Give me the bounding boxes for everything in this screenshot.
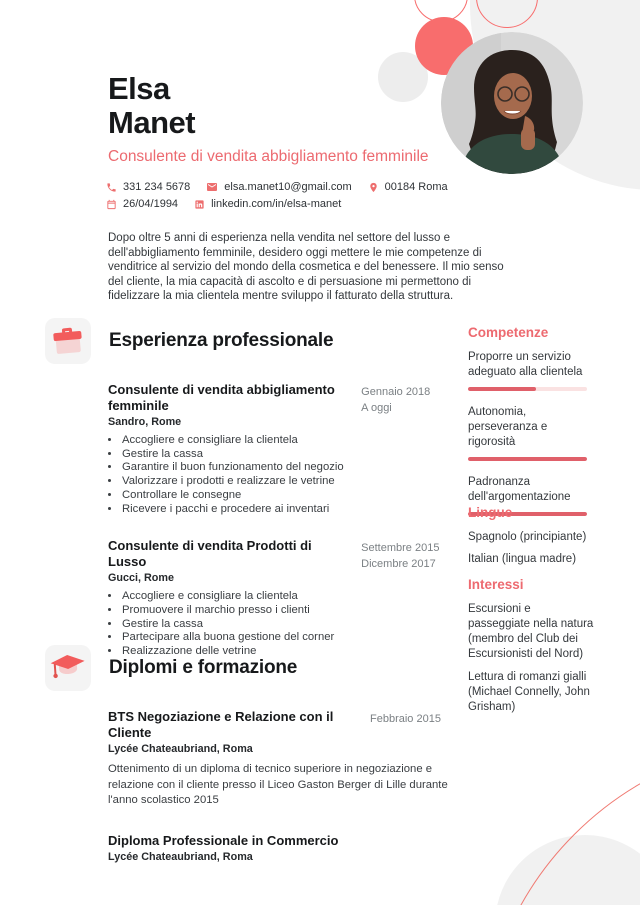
contact-location-text: 00184 Roma <box>384 181 448 193</box>
calendar-icon <box>106 199 117 210</box>
first-name: Elsa <box>108 71 170 106</box>
list-item: • Partecipare alla buona gestione del corner <box>121 631 349 645</box>
job-entry-company: Gucci, Rome <box>108 572 174 585</box>
phone-icon <box>106 182 117 193</box>
list-item: • Promuovere il marchio presso i clienti <box>121 604 349 618</box>
skill-item <box>468 405 594 461</box>
profile-photo <box>441 32 583 174</box>
education-entry <box>108 833 448 863</box>
education-entry-dates <box>370 709 448 809</box>
section-title-education: Diplomi e formazione <box>109 657 298 678</box>
job-entry-title: Consulente di vendita abbigliamento femminile <box>108 382 335 413</box>
list-item: • Gestire la cassa <box>121 618 349 632</box>
profile-summary: Dopo oltre 5 anni di esperienza nella vendita nel settore del lusso e dell'abbigliamento femminile, desidero oggi mettere le mie competenze di venditrice al servizio del mondo della cosmetica e del benessere. Il mio senso del cliente, la mia capacità di ascolto e di persuasione mi permettono di fidelizzare la mia clientela mentre sviluppo il fatturato della struttura. <box>108 232 504 302</box>
education-entry <box>108 709 448 809</box>
education-entry-school: Lycée Chateaubriand, Roma <box>108 850 253 863</box>
list-item: • Accogliere e consigliare la clientela <box>121 434 349 448</box>
skill-label: Padronanza dell'argomentazione <box>468 476 571 503</box>
job-entry-dates <box>361 538 448 659</box>
list-item: • Accogliere e consigliare la clientela <box>121 590 349 604</box>
job-entry-company: Sandro, Rome <box>108 416 182 428</box>
list-item: • Valorizzare i prodotti e realizzare le vetrine <box>121 475 349 489</box>
briefcase-icon <box>45 318 91 364</box>
skill-level-fill <box>468 387 536 391</box>
skill-label: Proporre un servizio adeguato alla clientela <box>468 351 583 378</box>
contact-phone[interactable] <box>106 181 190 193</box>
education-entry-title: BTS Negoziazione e Relazione con il Cliente <box>108 709 334 740</box>
interest-list <box>468 602 594 715</box>
interests-title: Interessi <box>468 577 524 592</box>
date-start: Settembre 2015 <box>361 542 440 555</box>
section-interests <box>468 577 594 723</box>
job-bullet-list <box>108 434 349 516</box>
section-title-experience: Esperienza professionale <box>109 330 334 351</box>
list-item: • Ricevere i pacchi e procedere ai inventari <box>121 503 349 517</box>
contact-location[interactable] <box>368 181 448 193</box>
contact-phone-text: 331 234 5678 <box>123 181 191 193</box>
date-end: A oggi <box>361 402 392 414</box>
contact-linkedin[interactable] <box>194 198 341 210</box>
list-item: • Realizzazione delle vetrine <box>121 645 349 659</box>
contact-email-text: elsa.manet10@gmail.com <box>224 181 352 193</box>
education-entry-description: Ottenimento di un diploma di tecnico superiore in negoziazione e relazione con il cliente presso il Liceo Gaston Berger di Lille durante l'anno scolastico 2015 <box>108 763 448 806</box>
contact-birthdate-text: 26/04/1994 <box>123 198 179 210</box>
list-item: Italian (lingua madre) <box>468 553 577 565</box>
last-name: Manet <box>108 105 196 140</box>
section-skills <box>468 325 594 530</box>
date-end: Dicembre 2017 <box>361 558 436 571</box>
graduation-cap-icon <box>45 645 91 691</box>
list-item: Lettura di romanzi gialli (Michael Connelly, John Grisham) <box>468 671 590 713</box>
date: Febbraio 2015 <box>370 713 441 725</box>
email-icon <box>206 181 218 193</box>
contact-linkedin-text: linkedin.com/in/elsa-manet <box>211 198 342 210</box>
contact-row <box>106 181 526 210</box>
section-languages <box>468 505 594 574</box>
section-experience <box>45 318 448 659</box>
skill-item <box>468 350 594 391</box>
languages-title: Lingue <box>468 505 513 520</box>
list-item: • Controllare le consegne <box>121 489 349 503</box>
job-entry-title: Consulente di vendita Prodotti di Lusso <box>108 538 312 570</box>
list-item: • Garantire il buon funzionamento del negozio <box>121 461 349 475</box>
decor-circle-outline-bottom <box>480 740 640 905</box>
experience-entry <box>108 538 448 659</box>
skill-level-bar <box>468 457 587 461</box>
skill-level-bar <box>468 387 587 391</box>
list-item: Spagnolo (principiante) <box>468 531 587 543</box>
location-pin-icon <box>368 182 379 193</box>
experience-entry <box>108 382 448 516</box>
skill-label: Autonomia, perseveranza e rigorosità <box>468 406 548 448</box>
education-entry-school: Lycée Chateaubriand, Roma <box>108 743 253 755</box>
job-entry-dates <box>361 382 448 516</box>
contact-birthdate[interactable] <box>106 198 178 210</box>
job-title: Consulente di vendita abbigliamento femminile <box>108 148 429 165</box>
language-list <box>468 530 594 567</box>
date-start: Gennaio 2018 <box>361 386 431 398</box>
page-title <box>108 72 195 140</box>
linkedin-icon <box>194 199 205 210</box>
education-entry-title: Diploma Professionale in Commercio <box>108 832 339 848</box>
section-education <box>45 645 448 863</box>
skill-level-fill <box>468 457 587 461</box>
skills-title: Competenze <box>468 325 549 340</box>
contact-email[interactable] <box>206 181 351 193</box>
list-item: • Gestire la cassa <box>121 448 349 462</box>
list-item: Escursioni e passeggiate nella natura (membro del Club dei Escursionisti del Nord) <box>468 603 594 660</box>
